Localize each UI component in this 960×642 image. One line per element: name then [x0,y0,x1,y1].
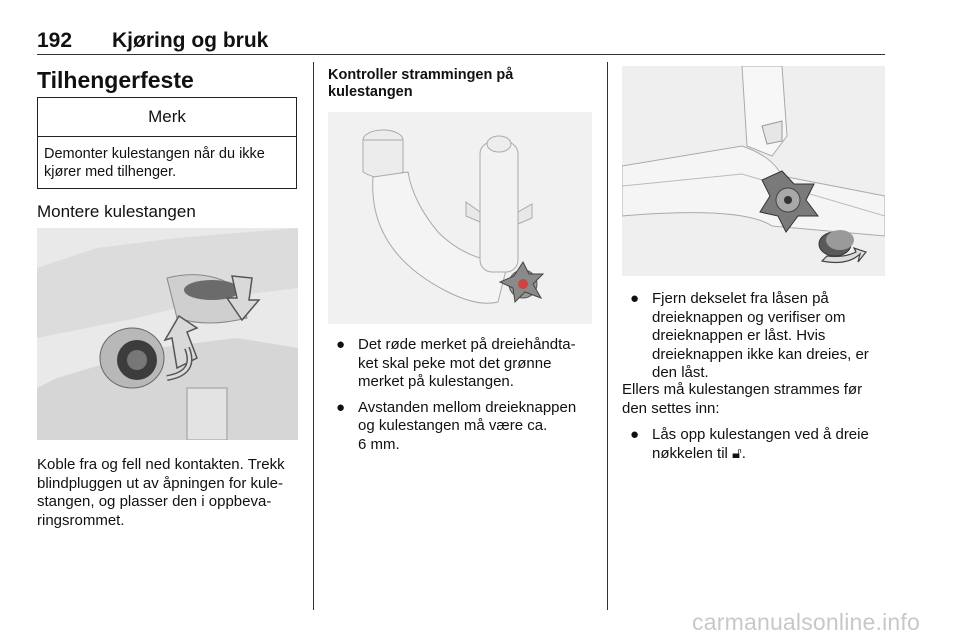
bullet-dot: ● [630,290,640,307]
list-item-line: dreieknappen og verifiser om [652,308,846,326]
illustration-ball-bar [328,112,592,324]
paragraph-line: den settes inn: [622,399,720,417]
column-divider-1 [313,62,314,610]
list-item-line: Fjern dekselet fra låsen på [652,290,829,307]
note-text: Demonter kulestangen når du ikke kjører med tilhenger. [44,146,265,180]
page-number: 192 [37,29,73,52]
list-item-line: Det røde merket på dreiehåndta- [358,336,576,353]
subheading-mount: Montere kulestangen [37,202,196,221]
list-item-line: Avstanden mellom dreieknappen [358,398,577,416]
lock-cover-list [622,290,890,390]
list-item-line: 6 mm. [358,435,400,453]
section-title: Tilhengerfeste [37,67,194,93]
list-item-line: merket på kulestangen. [358,373,514,390]
illustration-lock-knob [622,66,885,276]
list-item-line: dreieknappen ikke kan dreies, er [652,345,869,363]
list-item-line: Lås opp kulestangen ved å dreie [652,426,869,443]
unlock-icon: 🔓︎ [732,444,742,462]
column-divider-2 [607,62,608,610]
check-tension-list [328,336,598,461]
bullet-dot: ● [630,426,640,443]
list-item-line [652,445,890,464]
list-item-line: og kulestangen må være ca. [358,417,548,434]
heading-line: kulestangen [328,84,413,100]
chapter-title: Kjøring og bruk [112,29,269,52]
watermark: carmanualsonline.info [692,609,920,635]
illustration-connector [37,228,298,440]
list-item-text: nøkkelen til [652,444,728,462]
paragraph-mount [37,456,299,530]
list-item-line: den låst. [652,364,709,381]
note-box [37,97,297,189]
bullet-dot: ● [336,336,346,353]
paragraph-line: stangen, og plasser den i oppbeva- [37,493,272,510]
list-item [328,399,598,455]
heading-line: Kontroller strammingen på [328,67,514,83]
period: . [741,444,746,462]
bullet-dot: ● [336,398,346,416]
paragraph-tighten [622,381,890,418]
paragraph-line: Koble fra og fell ned kontakten. Trekk [37,456,285,473]
list-item-line: ket skal peke mot det grønne [358,354,552,372]
paragraph-line: Ellers må kulestangen strammes før [622,381,863,398]
note-heading: Merk [38,98,296,137]
list-item [328,336,598,392]
list-item [622,290,890,383]
paragraph-line: ringsrommet. [37,511,125,529]
subheading-check-tension [328,67,598,101]
header-rule [37,54,885,55]
paragraph-line: blindpluggen ut av åpningen for kule- [37,474,284,492]
list-item-line: dreieknappen er låst. Hvis [652,327,826,344]
unlock-list [622,426,890,470]
list-item [622,426,890,463]
